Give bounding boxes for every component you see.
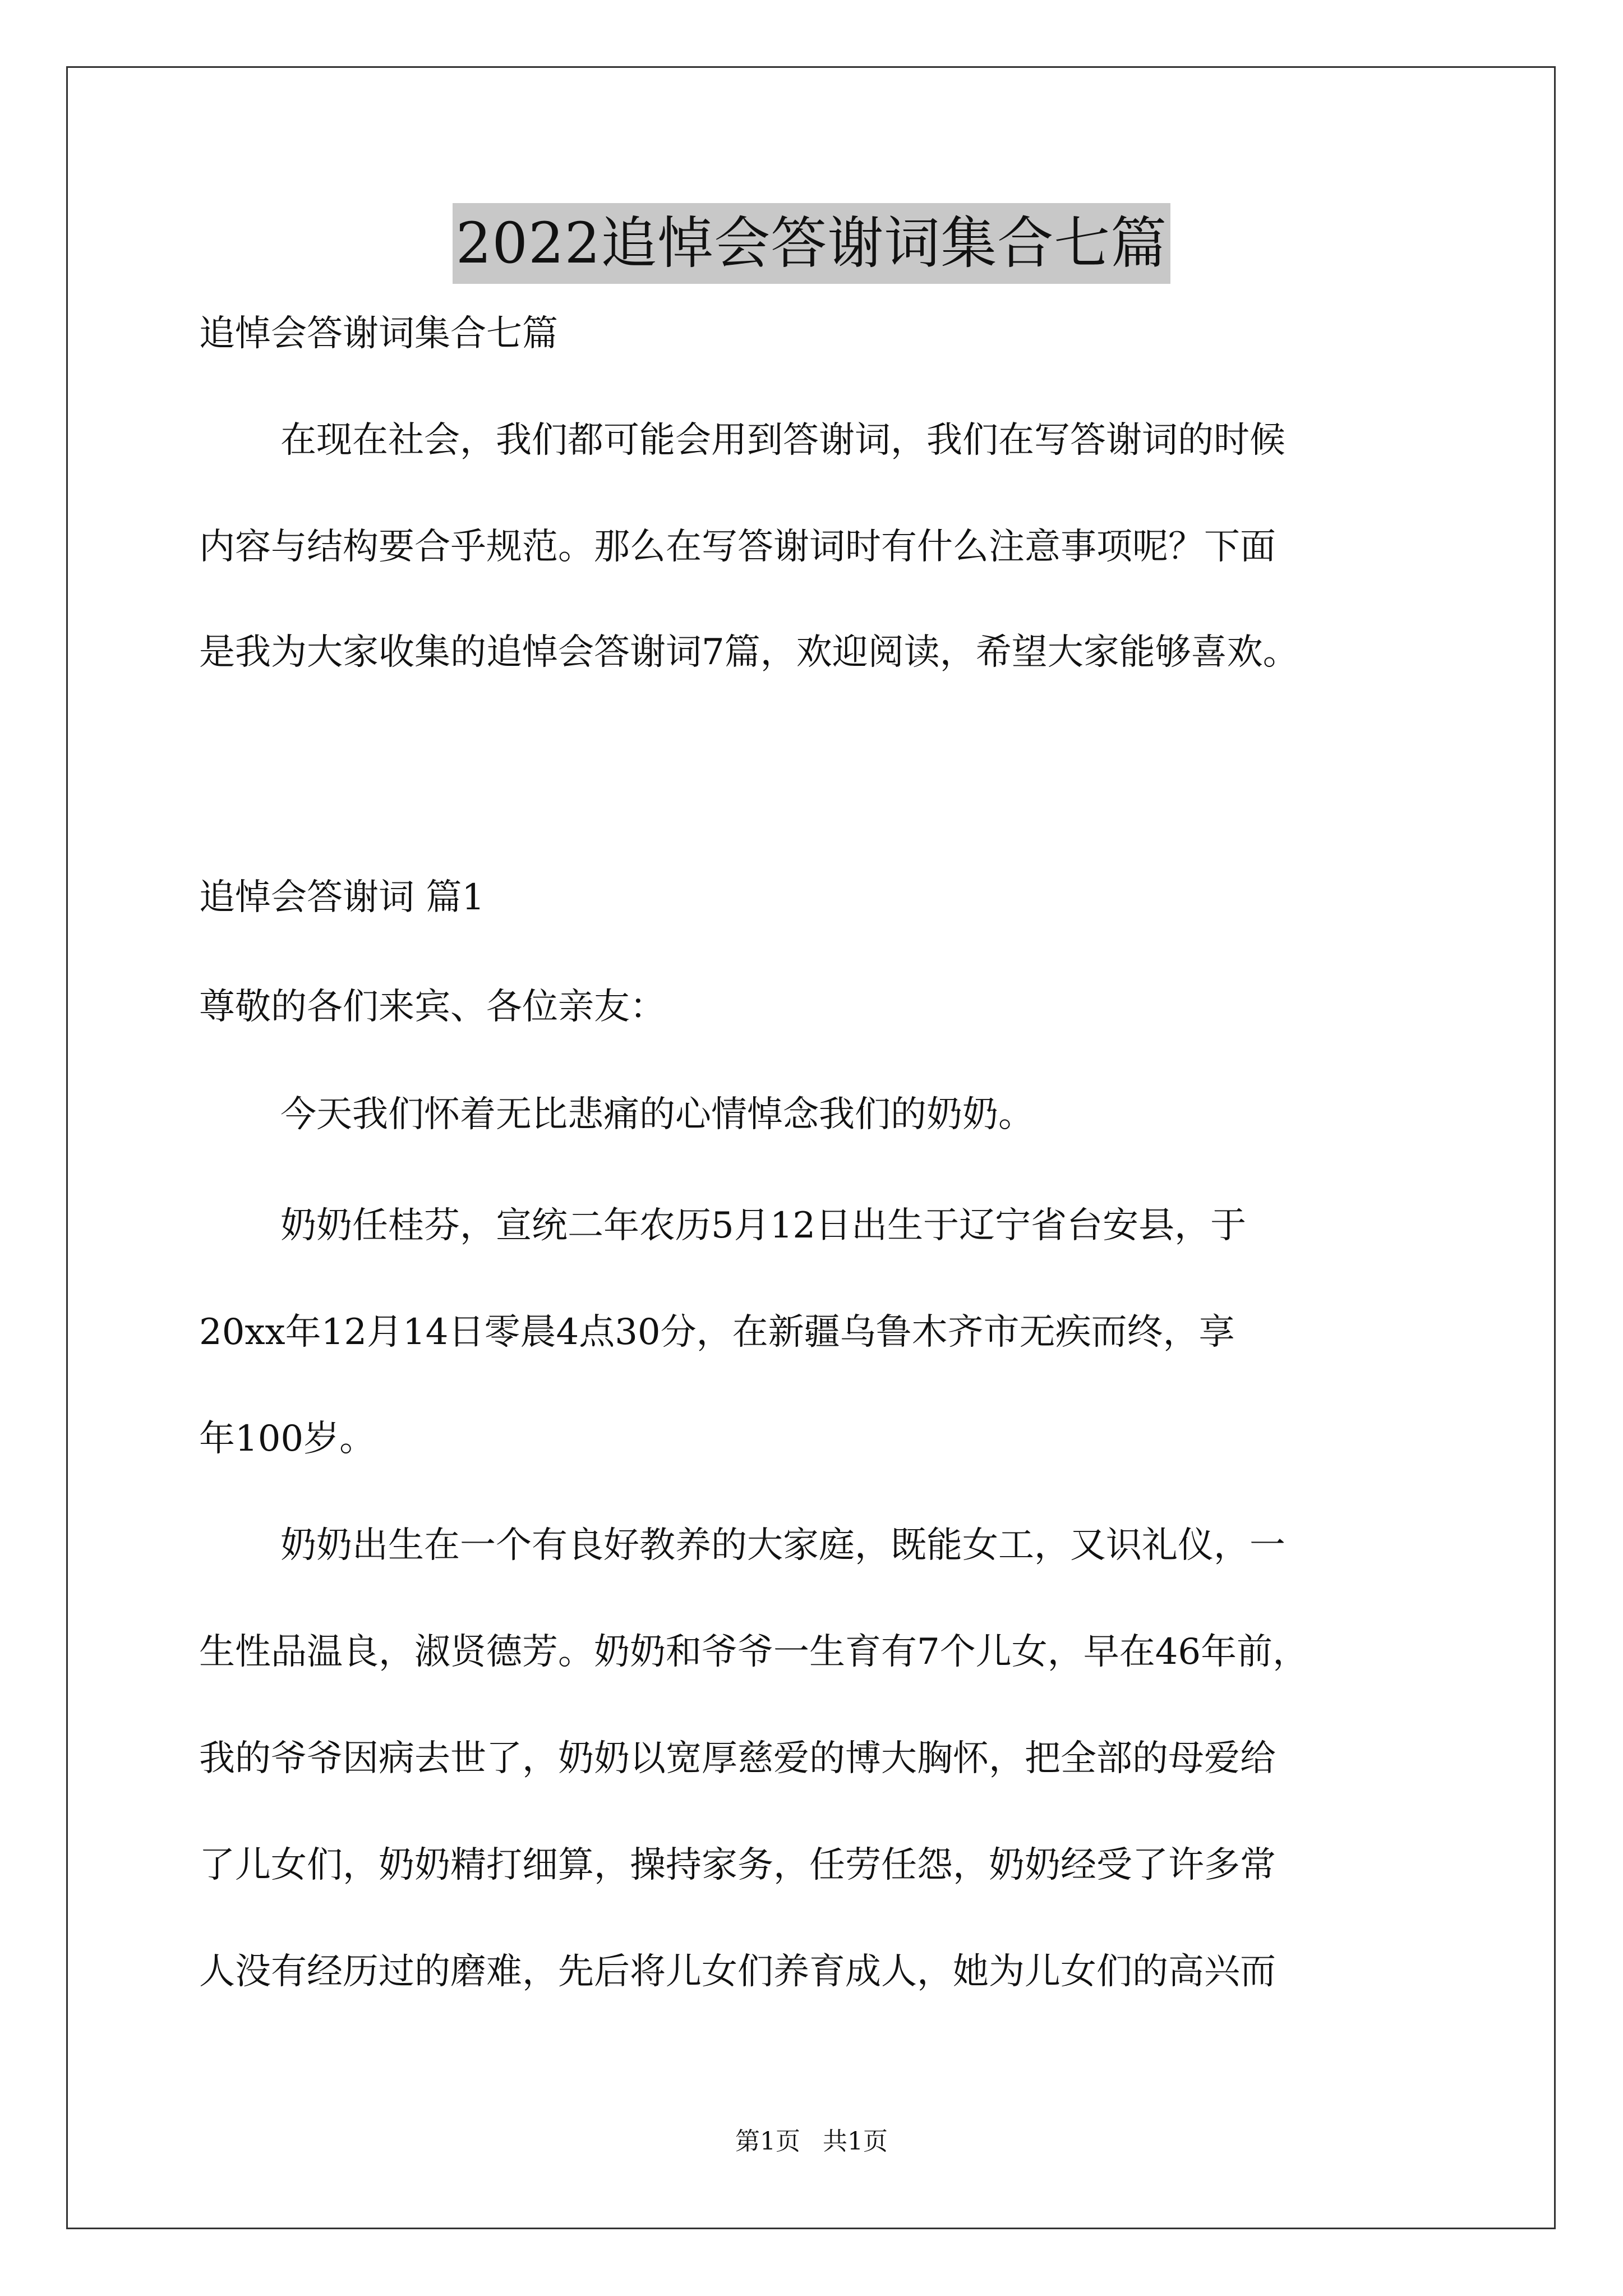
paragraph-line: 奶奶任桂芬，宣统二年农历5月12日出生于辽宁省台安县，于 [280,1205,1247,1246]
paragraph-line: 20xx年12月14日零晨4点30分，在新疆乌鲁木齐市无疾而终，享 [199,1312,1235,1353]
title-container [0,203,1623,284]
paragraph-line: 是我为大家收集的追悼会答谢词7篇，欢迎阅读，希望大家能够喜欢。 [199,632,1299,673]
document-title: 2022追悼会答谢词集合七篇 [453,203,1171,284]
paragraph-line: 生性品温良，淑贤德芳。奶奶和爷爷一生育有7个儿女，早在46年前， [199,1631,1309,1673]
page-border [66,66,1556,2229]
page-number: 第1页 [735,2127,800,2156]
page-total: 共1页 [823,2127,888,2156]
paragraph-line: 了儿女们，奶奶精打细算，操持家务，任劳任怨，奶奶经受了许多常 [199,1844,1276,1886]
section-heading: 追悼会答谢词 篇1 [199,877,485,918]
paragraph-line: 年100岁。 [199,1418,376,1460]
paragraph-line: 在现在社会，我们都可能会用到答谢词，我们在写答谢词的时候 [280,420,1285,461]
paragraph-line: 今天我们怀着无比悲痛的心情悼念我们的奶奶。 [280,1094,1034,1135]
paragraph-line: 人没有经历过的磨难，先后将儿女们养育成人，她为儿女们的高兴而 [199,1951,1276,1993]
paragraph-line: 奶奶出生在一个有良好教养的大家庭，既能女工，又识礼仪，一 [280,1525,1285,1566]
subtitle-line: 追悼会答谢词集合七篇 [199,313,558,355]
page-footer [0,2125,1623,2159]
paragraph-line: 内容与结构要合乎规范。那么在写答谢词时有什么注意事项呢？下面 [199,526,1276,568]
paragraph-line: 我的爷爷因病去世了，奶奶以宽厚慈爱的博大胸怀，把全部的母爱给 [199,1738,1276,1779]
salutation-line: 尊敬的各们来宾、各位亲友： [199,986,666,1028]
